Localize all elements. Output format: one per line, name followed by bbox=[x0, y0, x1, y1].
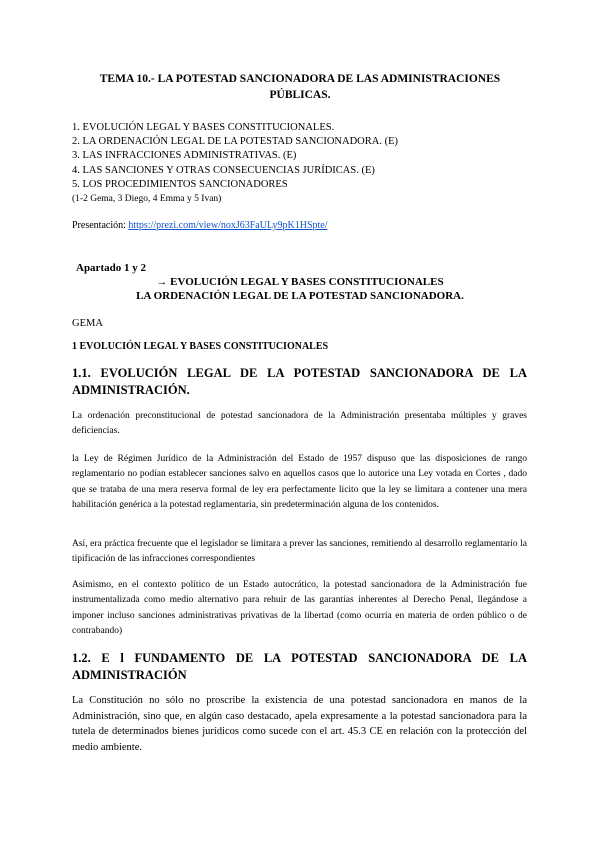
paragraph: Así, era práctica frecuente que el legislador se limitara a prever las sanciones, remitiendo al desarrollo reglamentario la tipificación de las infracciones correspondientes bbox=[72, 539, 527, 565]
heading-1-1: 1.1. EVOLUCIÓN LEGAL DE LA POTESTAD SANCIONADORA DE LA ADMINISTRACIÓN. bbox=[72, 366, 527, 397]
toc-item: 2. LA ORDENACIÓN LEGAL DE LA POTESTAD SANCIONADORA. (E) bbox=[72, 136, 399, 148]
paragraph: la Ley de Régimen Jurídico de la Administración del Estado de 1957 dispuso que las disposiciones de rango reglamentario no podían establecer sanciones salvo en aquellos casos que lo autorice una Ley votada en Cortes , dado que se trataba de una mera reserva formal de ley era perfectamente licito que la ley se limitara a contener una mera habilitación genérica a la potestad reglamentaria, sin predeterminación alguna de los contenidos. bbox=[72, 454, 527, 510]
toc-item: 5. LOS PROCEDIMIENTOS SANCIONADORES bbox=[72, 178, 288, 190]
apartado-heading: Apartado 1 y 2 bbox=[76, 262, 146, 274]
toc-item: 4. LAS SANCIONES Y OTRAS CONSECUENCIAS JURÍDICAS. (E) bbox=[72, 164, 375, 176]
toc-assignment-note: (1-2 Gema, 3 Diego, 4 Emma y 5 Ivan) bbox=[72, 194, 222, 205]
paragraph: Asimismo, en el contexto político de un Estado autocrático, la potestad sancionadora de la Administración fue instrumentalizada como medio alternativo para rehuir de las garantías inherentes al Derecho Penal, llegándose a imponer incluso sanciones administrativas privativas de la libertad (como ocurría en materia de orden público o de contrabando) bbox=[72, 580, 527, 636]
paragraph: La ordenación preconstitucional de potestad sancionadora de la Administración presentaba múltiples y graves deficiencias. bbox=[72, 411, 527, 437]
document-title: TEMA 10.- LA POTESTAD SANCIONADORA DE LAS ADMINISTRACIONES PÚBLICAS. bbox=[99, 73, 501, 101]
paragraph: La Constitución no sólo no proscribe la existencia de una potestad sancionadora en manos de la Administración, sino que, en algún caso destacado, apela expresamente a la potestad sancionadora para la tutela de determinados bienes jurídicos como sucede con el art. 45.3 CE en relación con la protección del medio ambiente. bbox=[72, 695, 527, 753]
toc-item: 3. LAS INFRACCIONES ADMINISTRATIVAS. (E) bbox=[72, 150, 297, 162]
apartado-subtitle-1: → EVOLUCIÓN LEGAL Y BASES CONSTITUCIONALES bbox=[156, 276, 444, 288]
presentation-link[interactable]: https://prezi.com/view/noxJ63FaULy9pK1HSpte/ bbox=[128, 220, 328, 231]
presentation-label: Presentación: bbox=[72, 220, 126, 231]
heading-1-2: 1.2. E l FUNDAMENTO DE LA POTESTAD SANCIONADORA DE LA ADMINISTRACIÓN bbox=[72, 651, 527, 682]
section-1-title: 1 EVOLUCIÓN LEGAL Y BASES CONSTITUCIONALES bbox=[72, 341, 329, 352]
table-of-contents bbox=[72, 121, 398, 206]
author-name: GEMA bbox=[72, 318, 103, 329]
toc-item: 1. EVOLUCIÓN LEGAL Y BASES CONSTITUCIONALES. bbox=[72, 122, 335, 133]
apartado-subtitle-2: LA ORDENACIÓN LEGAL DE LA POTESTAD SANCIONADORA. bbox=[136, 290, 464, 302]
presentation-line bbox=[72, 220, 328, 231]
